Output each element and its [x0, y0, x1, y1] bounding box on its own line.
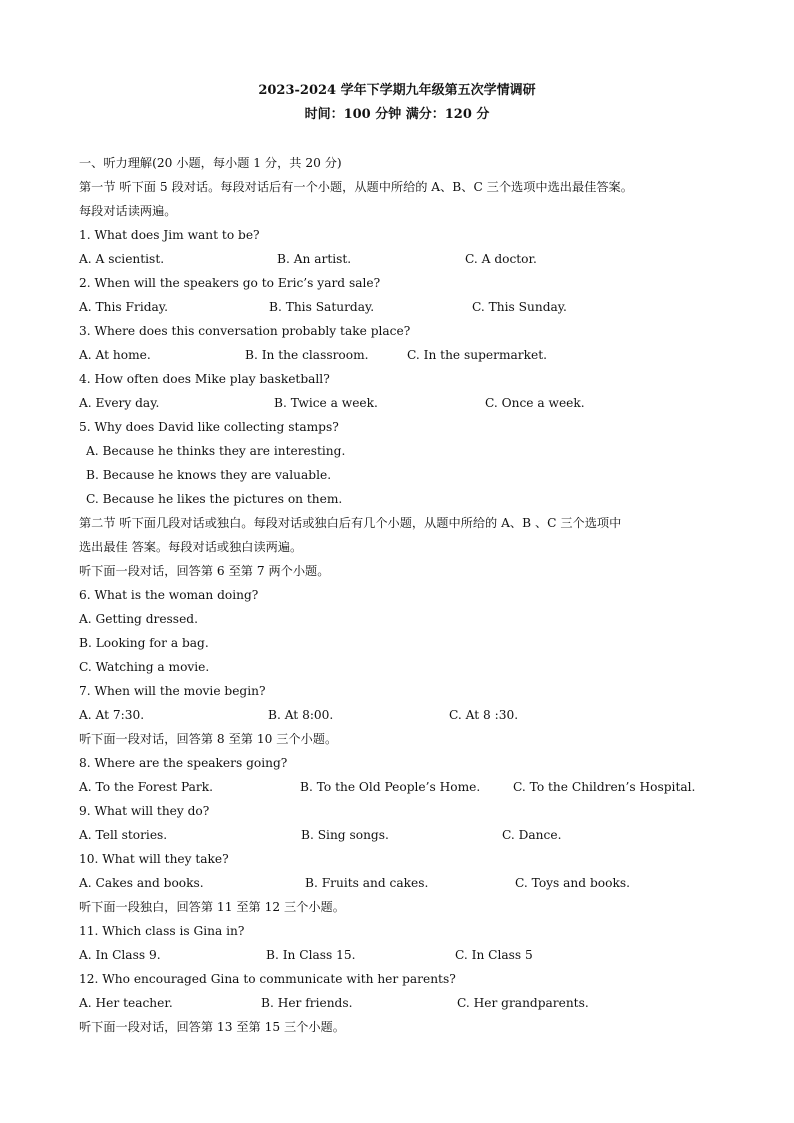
- option-c: C. At 8 :30.: [449, 708, 519, 722]
- question-options: [79, 250, 729, 268]
- option-a: A. At home.: [79, 348, 151, 362]
- option-b: B. In the classroom.: [245, 348, 369, 362]
- dialogue-instruction: 听下面一段对话，回答第 6 至第 7 两个小题。: [79, 564, 330, 578]
- option-b: B. Because he knows they are valuable.: [86, 468, 332, 482]
- question-stem: 2. When will the speakers go to Eric’s yard sale?: [79, 276, 381, 290]
- exam-title: 2023-2024 学年下学期九年级第五次学情调研: [258, 83, 536, 98]
- option-a: A. In Class 9.: [79, 948, 161, 962]
- part1-instruction-cont: 每段对话读两遍。: [79, 204, 177, 218]
- question-options: [79, 394, 729, 412]
- option-a: A. Every day.: [79, 396, 160, 410]
- question-stem: 5. Why does David like collecting stamps?: [79, 420, 339, 434]
- option-c: C. This Sunday.: [472, 300, 567, 314]
- option-b: B. Twice a week.: [274, 396, 378, 410]
- option-a: A. Getting dressed.: [79, 612, 198, 626]
- option-c: C. A doctor.: [465, 252, 537, 266]
- part2-instruction: 第二节 听下面几段对话或独白。每段对话或独白后有几个小题，从题中所给的 A、B 、C 三个选项中: [79, 516, 622, 530]
- question-stem: 4. How often does Mike play basketball?: [79, 372, 330, 386]
- question-options: [79, 778, 729, 796]
- part1-instruction: 第一节 听下面 5 段对话。每段对话后有一个小题，从题中所给的 A、B、C 三个选项中选出最佳答案。: [79, 180, 633, 194]
- option-b: B. Fruits and cakes.: [305, 876, 429, 890]
- option-c: C. Because he likes the pictures on them.: [86, 492, 343, 506]
- option-a: A. Her teacher.: [79, 996, 173, 1010]
- question-options: [79, 826, 729, 844]
- question-options: [79, 946, 729, 964]
- dialogue-instruction: 听下面一段对话，回答第 8 至第 10 三个小题。: [79, 732, 338, 746]
- part2-instruction-cont: 选出最佳 答案。每段对话或独白读两遍。: [79, 540, 303, 554]
- option-c: C. In Class 5: [455, 948, 533, 962]
- question-options: [79, 706, 729, 724]
- option-a: A. This Friday.: [79, 300, 168, 314]
- option-c: C. In the supermarket.: [407, 348, 547, 362]
- option-b: B. This Saturday.: [269, 300, 375, 314]
- question-stem: 3. Where does this conversation probably take place?: [79, 324, 411, 338]
- question-stem: 7. When will the movie begin?: [79, 684, 266, 698]
- option-a: A. Because he thinks they are interesting.: [86, 444, 346, 458]
- option-b: B. In Class 15.: [266, 948, 356, 962]
- option-b: B. At 8:00.: [268, 708, 334, 722]
- option-c: C. Her grandparents.: [457, 996, 589, 1010]
- option-a: A. A scientist.: [79, 252, 165, 266]
- dialogue-instruction: 听下面一段对话，回答第 13 至第 15 三个小题。: [79, 1020, 345, 1034]
- question-stem: 1. What does Jim want to be?: [79, 228, 260, 242]
- question-options: [79, 874, 729, 892]
- question-stem: 6. What is the woman doing?: [79, 588, 259, 602]
- option-a: A. At 7:30.: [79, 708, 145, 722]
- question-stem: 12. Who encouraged Gina to communicate with her parents?: [79, 972, 456, 986]
- option-c: C. Toys and books.: [515, 876, 630, 890]
- option-b: B. Looking for a bag.: [79, 636, 209, 650]
- option-a: A. To the Forest Park.: [79, 780, 213, 794]
- option-c: C. To the Children’s Hospital.: [513, 780, 696, 794]
- option-a: A. Cakes and books.: [79, 876, 204, 890]
- option-a: A. Tell stories.: [79, 828, 168, 842]
- option-c: C. Dance.: [502, 828, 562, 842]
- question-options: [79, 994, 729, 1012]
- option-b: B. Her friends.: [261, 996, 353, 1010]
- option-c: C. Once a week.: [485, 396, 585, 410]
- monologue-instruction: 听下面一段独白，回答第 11 至第 12 三个小题。: [79, 900, 345, 914]
- question-stem: 8. Where are the speakers going?: [79, 756, 288, 770]
- option-b: B. To the Old People’s Home.: [300, 780, 481, 794]
- question-stem: 10. What will they take?: [79, 852, 229, 866]
- exam-subtitle: 时间：100 分钟 满分：120 分: [304, 107, 490, 122]
- question-stem: 9. What will they do?: [79, 804, 210, 818]
- option-c: C. Watching a movie.: [79, 660, 210, 674]
- question-stem: 11. Which class is Gina in?: [79, 924, 245, 938]
- question-options: [79, 346, 729, 364]
- question-options: [79, 298, 729, 316]
- section-heading: 一、听力理解(20 小题，每小题 1 分，共 20 分): [79, 156, 342, 170]
- option-b: B. An artist.: [277, 252, 352, 266]
- option-b: B. Sing songs.: [301, 828, 389, 842]
